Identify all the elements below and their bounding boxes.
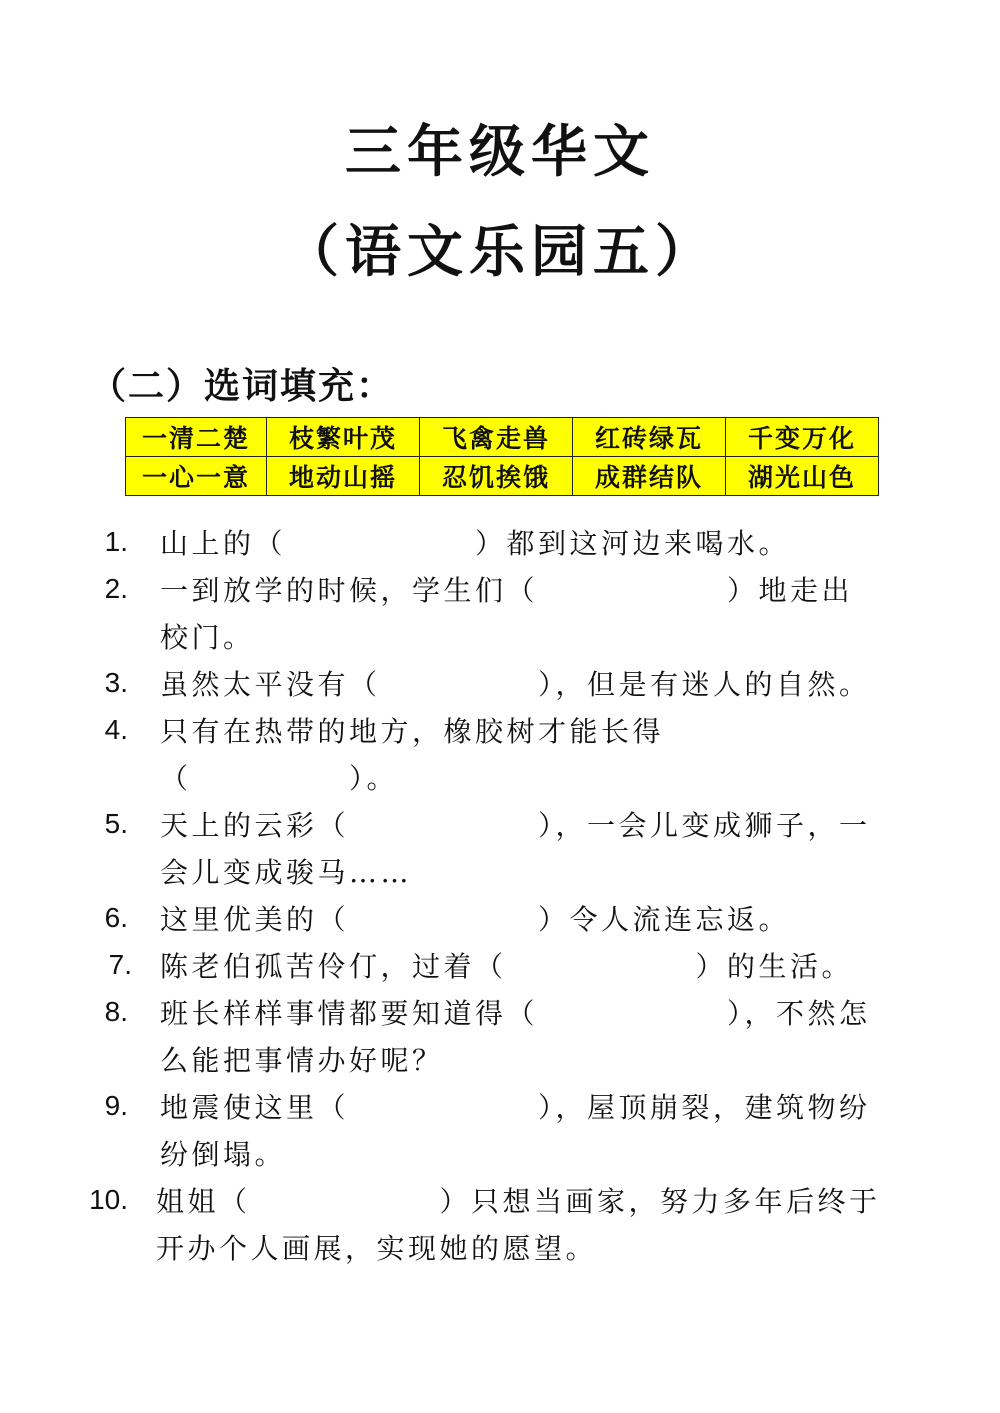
question-line: 会儿变成骏马……	[160, 856, 413, 889]
question-line: 天上的云彩（ ），一会儿变成狮子，一	[160, 809, 871, 842]
question-line: 一到放学的时候，学生们（ ）地走出	[160, 574, 854, 607]
word-bank-cell: 成群结队	[573, 457, 726, 496]
word-bank-row	[126, 418, 879, 457]
word-bank-cell: 千变万化	[726, 418, 879, 457]
question-text	[156, 1178, 931, 1272]
question-line: 校门。	[160, 621, 255, 654]
question-number: 5.	[104, 808, 128, 839]
question-text	[160, 520, 935, 567]
worksheet-title: 三年级华文	[345, 119, 655, 185]
question-number: 4.	[104, 714, 128, 745]
question-line: 只有在热带的地方，橡胶树才能长得	[160, 715, 665, 748]
question-text	[160, 896, 935, 943]
word-bank-cell: 飞禽走兽	[420, 418, 573, 457]
question-line: 班长样样事情都要知道得（ ），不然怎	[160, 997, 871, 1030]
word-bank-cell: 湖光山色	[726, 457, 879, 496]
question-text	[160, 943, 935, 990]
question-text	[160, 802, 935, 896]
word-bank-row	[126, 457, 879, 496]
word-bank-cell: 红砖绿瓦	[573, 418, 726, 457]
question-line: 纷倒塌。	[160, 1138, 287, 1171]
question-line: 姐姐（ ）只想当画家，努力多年后终于	[156, 1185, 881, 1218]
question-text	[160, 990, 935, 1084]
word-bank-table	[125, 417, 879, 496]
worksheet-subtitle: （语文乐园五）	[283, 219, 717, 285]
question-line: （ ）。	[160, 762, 399, 795]
question-text	[160, 661, 935, 708]
word-bank-cell: 枝繁叶茂	[267, 418, 420, 457]
question-line: 开办个人画展，实现她的愿望。	[156, 1232, 598, 1265]
question-number: 7.	[108, 949, 132, 980]
question-line: 地震使这里（ ），屋顶崩裂，建筑物纷	[160, 1091, 871, 1124]
question-text	[160, 708, 935, 802]
question-line: 山上的（ ）都到这河边来喝水。	[160, 527, 791, 560]
question-line: 这里优美的（ ）令人流连忘返。	[160, 903, 791, 936]
question-line: 么能把事情办好呢？	[160, 1044, 444, 1077]
section-heading: （二）选词填充：	[90, 365, 395, 407]
question-number: 8.	[104, 996, 128, 1027]
word-bank-cell: 一清二楚	[126, 418, 267, 457]
question-text	[160, 1084, 935, 1178]
question-number: 3.	[104, 667, 128, 698]
question-text	[160, 567, 935, 661]
question-number: 10.	[89, 1184, 128, 1215]
question-number: 9.	[104, 1090, 128, 1121]
word-bank-cell: 忍饥挨饿	[420, 457, 573, 496]
word-bank-cell: 地动山摇	[267, 457, 420, 496]
question-line: 陈老伯孤苦伶仃，过着（ ）的生活。	[160, 950, 854, 983]
question-number: 1.	[104, 526, 128, 557]
question-line: 虽然太平没有（ ），但是有迷人的自然。	[160, 668, 871, 701]
question-number: 2.	[104, 573, 128, 604]
word-bank-cell: 一心一意	[126, 457, 267, 496]
question-number: 6.	[104, 902, 128, 933]
